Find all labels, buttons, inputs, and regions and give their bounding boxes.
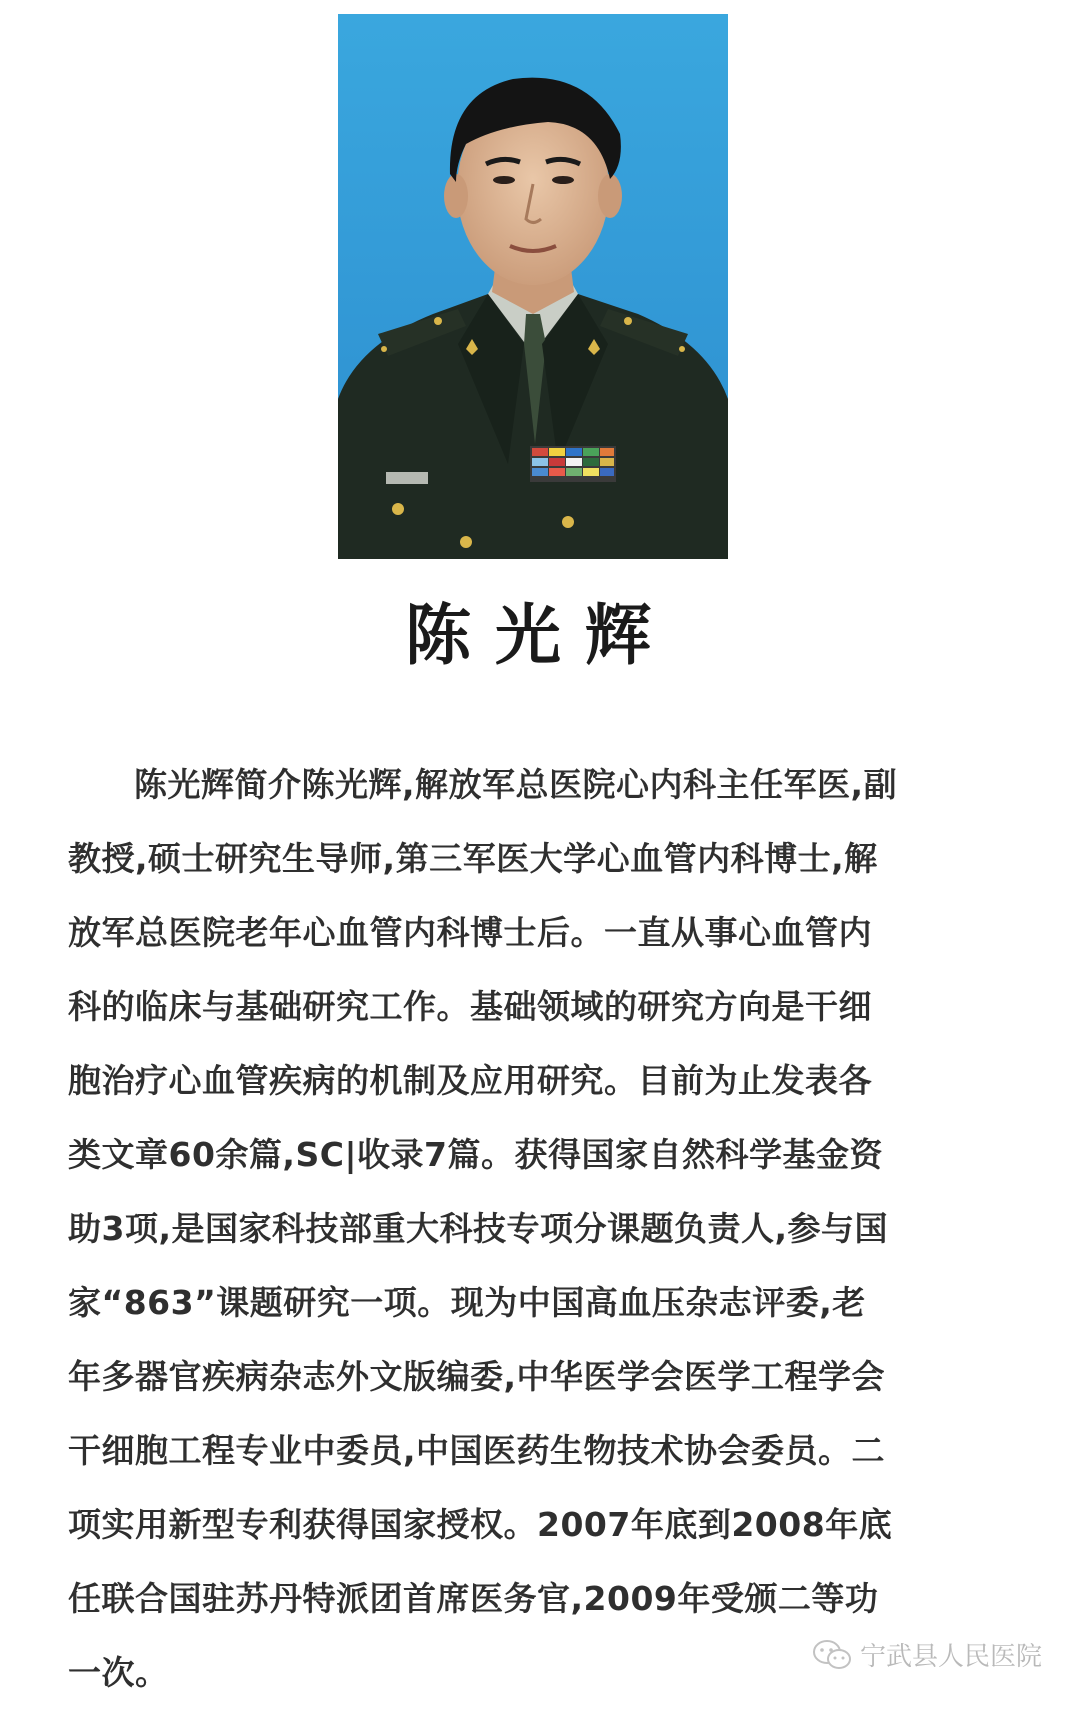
bio-line: 任联合国驻苏丹特派团首席医务官,2009年受颁二等功 [68, 1579, 879, 1618]
bio-line: 年多器官疾病杂志外文版编委,中华医学会医学工程学会 [68, 1357, 886, 1396]
watermark [812, 1636, 1042, 1673]
bio-line: 教授,硕士研究生导师,第三军医大学心血管内科博士,解 [68, 839, 878, 878]
bio-line: 项实用新型专利获得国家授权。2007年底到2008年底 [68, 1505, 893, 1544]
bio-line: 胞治疗心血管疾病的机制及应用研究。目前为止发表各 [68, 1061, 872, 1100]
bio-line: 科的临床与基础研究工作。基础领域的研究方向是干细 [68, 987, 872, 1026]
wechat-icon [812, 1638, 852, 1672]
bio-line: 陈光辉简介陈光辉,解放军总医院心内科主任军医,副 [134, 765, 898, 804]
bio-line: 家“863”课题研究一项。现为中国高血压杂志评委,老 [68, 1283, 866, 1322]
watermark-text: 宁武县人民医院 [859, 1642, 1042, 1672]
bio-line: 一次。 [68, 1653, 169, 1692]
person-name: 陈光辉 [405, 596, 675, 674]
portrait-photo [338, 14, 728, 559]
bio-line: 类文章60余篇,SC|收录7篇。获得国家自然科学基金资 [68, 1135, 883, 1174]
portrait-illustration [338, 14, 728, 559]
biography [68, 748, 1004, 1710]
bio-line: 助3项,是国家科技部重大科技专项分课题负责人,参与国 [68, 1209, 889, 1248]
bio-line: 干细胞工程专业中委员,中国医药生物技术协会委员。二 [68, 1431, 886, 1470]
bio-line: 放军总医院老年心血管内科博士后。一直从事心血管内 [68, 913, 872, 952]
